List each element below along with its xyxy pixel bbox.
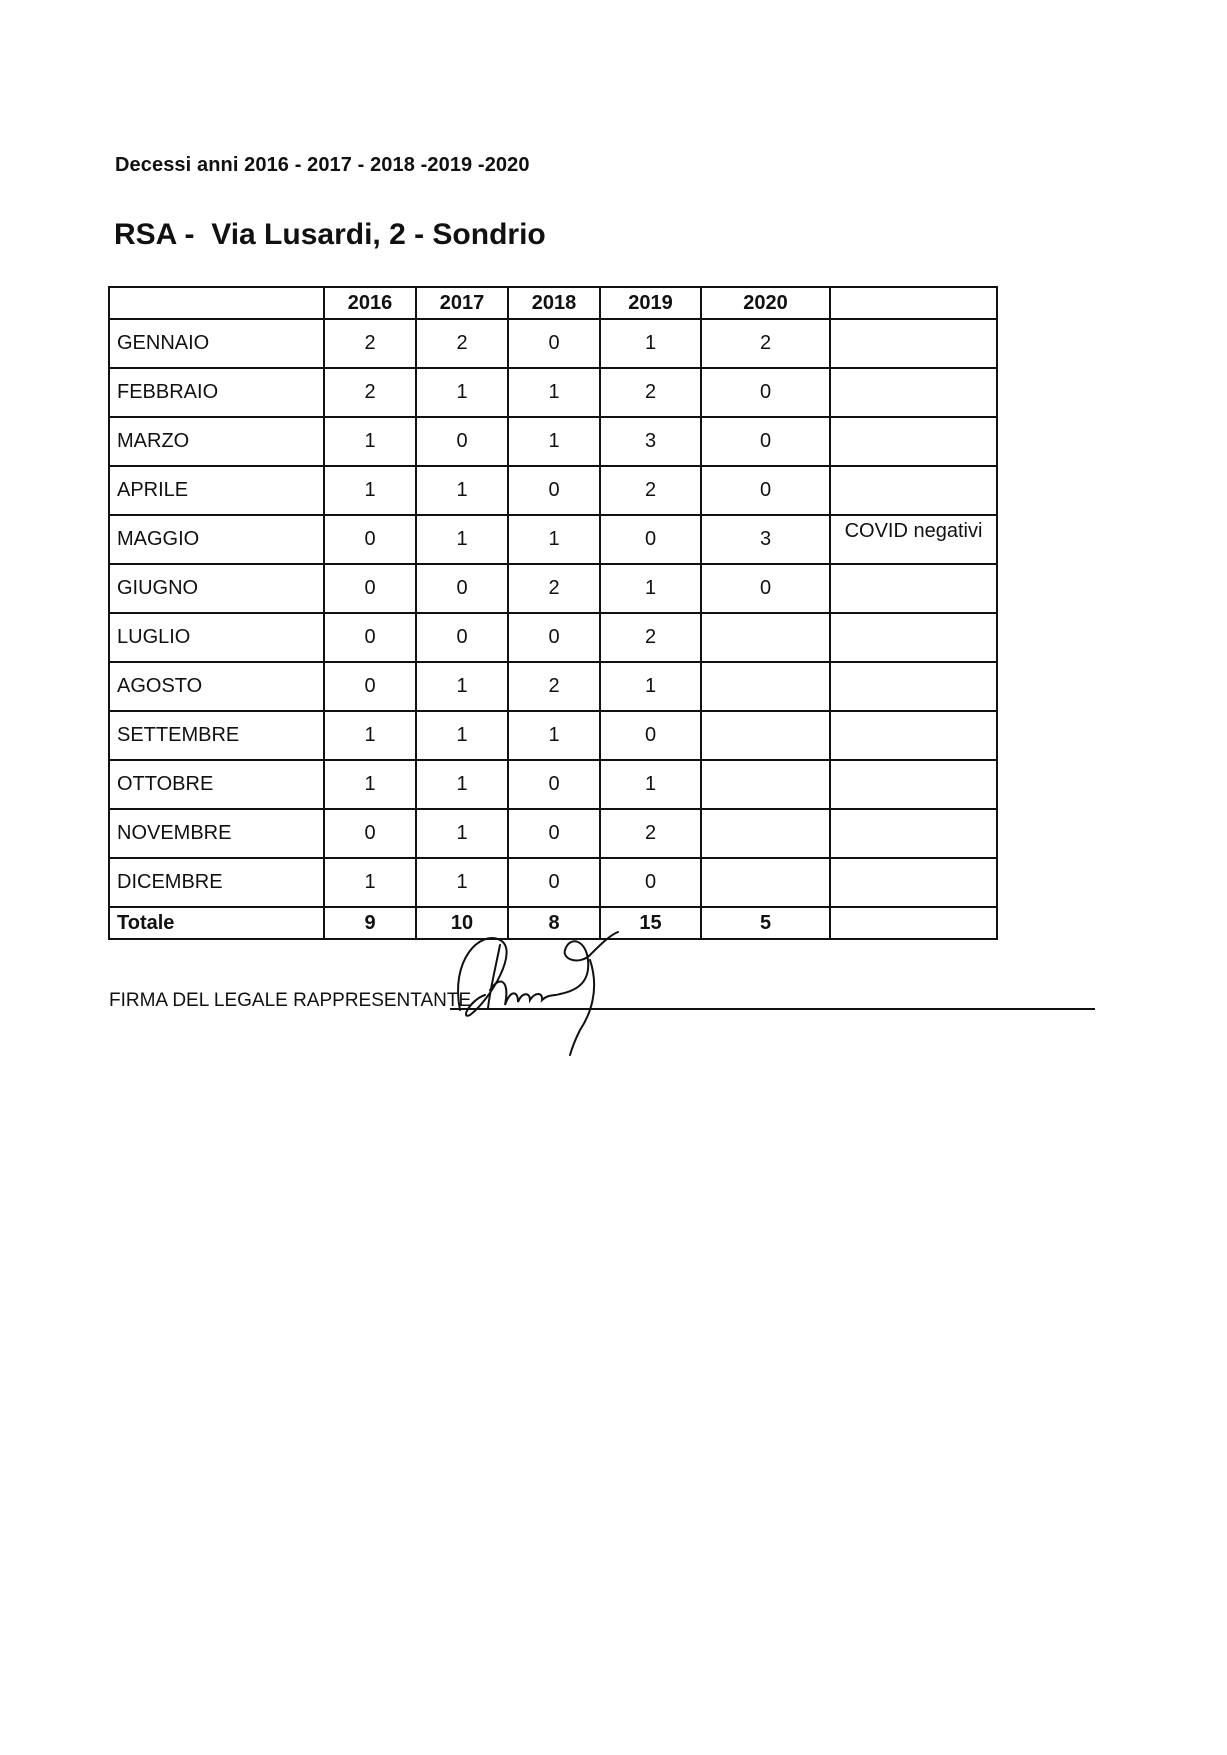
value-cell-2017: 0: [416, 613, 508, 662]
table-row: [109, 858, 997, 907]
value-cell-2020: [701, 613, 830, 662]
value-cell-2016: 1: [324, 858, 416, 907]
table-row: [109, 564, 997, 613]
value-cell-2017: 1: [416, 368, 508, 417]
table-row: [109, 466, 997, 515]
value-cell-2019: 2: [600, 466, 701, 515]
value-cell-2020: [701, 809, 830, 858]
table-row: [109, 711, 997, 760]
value-cell-2017: 2: [416, 319, 508, 368]
month-cell: GENNAIO: [109, 319, 324, 368]
value-cell-2018: 0: [508, 466, 600, 515]
value-cell-2019: 0: [600, 515, 701, 564]
value-cell-2020: [701, 662, 830, 711]
note-cell: [830, 417, 997, 466]
header-year-2016: 2016: [324, 287, 416, 319]
value-cell-2018: 2: [508, 564, 600, 613]
table-row: [109, 809, 997, 858]
value-cell-2016: 1: [324, 417, 416, 466]
value-cell-2019: 1: [600, 319, 701, 368]
header-cell: [830, 287, 997, 319]
value-cell-2019: 0: [600, 858, 701, 907]
total-cell-2020: 5: [701, 907, 830, 939]
value-cell-2018: 0: [508, 760, 600, 809]
value-cell-2019: 2: [600, 809, 701, 858]
total-note-cell: [830, 907, 997, 939]
value-cell-2018: 0: [508, 858, 600, 907]
value-cell-2019: 1: [600, 760, 701, 809]
value-cell-2017: 1: [416, 809, 508, 858]
note-cell: [830, 662, 997, 711]
signature-label: FIRMA DEL LEGALE RAPPRESENTANTE: [109, 990, 472, 1011]
value-cell-2016: 2: [324, 319, 416, 368]
value-cell-2017: 1: [416, 858, 508, 907]
month-cell: AGOSTO: [109, 662, 324, 711]
value-cell-2019: 3: [600, 417, 701, 466]
value-cell-2019: 2: [600, 368, 701, 417]
document-subtitle: Decessi anni 2016 - 2017 - 2018 -2019 -2020: [115, 154, 530, 176]
value-cell-2016: 0: [324, 613, 416, 662]
header-year-2018: 2018: [508, 287, 600, 319]
value-cell-2017: 1: [416, 760, 508, 809]
value-cell-2019: 1: [600, 564, 701, 613]
month-cell: MAGGIO: [109, 515, 324, 564]
month-cell: MARZO: [109, 417, 324, 466]
value-cell-2016: 1: [324, 711, 416, 760]
value-cell-2020: 0: [701, 368, 830, 417]
note-cell: [830, 368, 997, 417]
document-title: RSA - Via Lusardi, 2 - Sondrio: [114, 218, 546, 251]
note-cell: [830, 613, 997, 662]
total-cell-2018: 8: [508, 907, 600, 939]
header-year-2019: 2019: [600, 287, 701, 319]
value-cell-2017: 1: [416, 515, 508, 564]
note-cell: [830, 466, 997, 515]
value-cell-2019: 2: [600, 613, 701, 662]
month-cell: LUGLIO: [109, 613, 324, 662]
table-row: [109, 760, 997, 809]
value-cell-2016: 0: [324, 809, 416, 858]
month-cell: APRILE: [109, 466, 324, 515]
month-cell: DICEMBRE: [109, 858, 324, 907]
table-row: [109, 662, 997, 711]
header-year-2020: 2020: [701, 287, 830, 319]
value-cell-2018: 1: [508, 515, 600, 564]
value-cell-2018: 0: [508, 613, 600, 662]
month-cell: GIUGNO: [109, 564, 324, 613]
note-cell: [830, 711, 997, 760]
value-cell-2017: 1: [416, 662, 508, 711]
header-year-2017: 2017: [416, 287, 508, 319]
value-cell-2018: 1: [508, 368, 600, 417]
table-row: [109, 368, 997, 417]
table-row: [109, 515, 997, 564]
table-header-row: [109, 287, 997, 319]
value-cell-2017: 1: [416, 466, 508, 515]
value-cell-2017: 0: [416, 564, 508, 613]
total-cell-2017: 10: [416, 907, 508, 939]
value-cell-2018: 0: [508, 809, 600, 858]
value-cell-2019: 0: [600, 711, 701, 760]
value-cell-2016: 0: [324, 515, 416, 564]
value-cell-2020: 0: [701, 564, 830, 613]
value-cell-2016: 2: [324, 368, 416, 417]
value-cell-2020: 3: [701, 515, 830, 564]
note-cell: [830, 564, 997, 613]
month-cell: OTTOBRE: [109, 760, 324, 809]
value-cell-2020: [701, 760, 830, 809]
note-cell: [830, 760, 997, 809]
note-cell: [830, 809, 997, 858]
table-row: [109, 613, 997, 662]
note-cell: COVID negativi: [830, 515, 997, 564]
month-cell: FEBBRAIO: [109, 368, 324, 417]
value-cell-2020: [701, 711, 830, 760]
value-cell-2020: 2: [701, 319, 830, 368]
value-cell-2018: 1: [508, 417, 600, 466]
handwritten-signature: [440, 920, 660, 1060]
month-cell: SETTEMBRE: [109, 711, 324, 760]
value-cell-2020: [701, 858, 830, 907]
month-cell: NOVEMBRE: [109, 809, 324, 858]
value-cell-2018: 0: [508, 319, 600, 368]
total-cell-2016: 9: [324, 907, 416, 939]
value-cell-2020: 0: [701, 466, 830, 515]
table-row: [109, 319, 997, 368]
value-cell-2016: 1: [324, 760, 416, 809]
note-cell: [830, 858, 997, 907]
table-row: [109, 417, 997, 466]
value-cell-2017: 0: [416, 417, 508, 466]
value-cell-2020: 0: [701, 417, 830, 466]
deaths-table: [108, 286, 998, 940]
value-cell-2016: 1: [324, 466, 416, 515]
header-cell: [109, 287, 324, 319]
total-cell-2019: 15: [600, 907, 701, 939]
value-cell-2016: 0: [324, 662, 416, 711]
value-cell-2018: 1: [508, 711, 600, 760]
value-cell-2018: 2: [508, 662, 600, 711]
note-cell: [830, 319, 997, 368]
value-cell-2016: 0: [324, 564, 416, 613]
total-label: Totale: [109, 907, 324, 939]
value-cell-2017: 1: [416, 711, 508, 760]
value-cell-2019: 1: [600, 662, 701, 711]
